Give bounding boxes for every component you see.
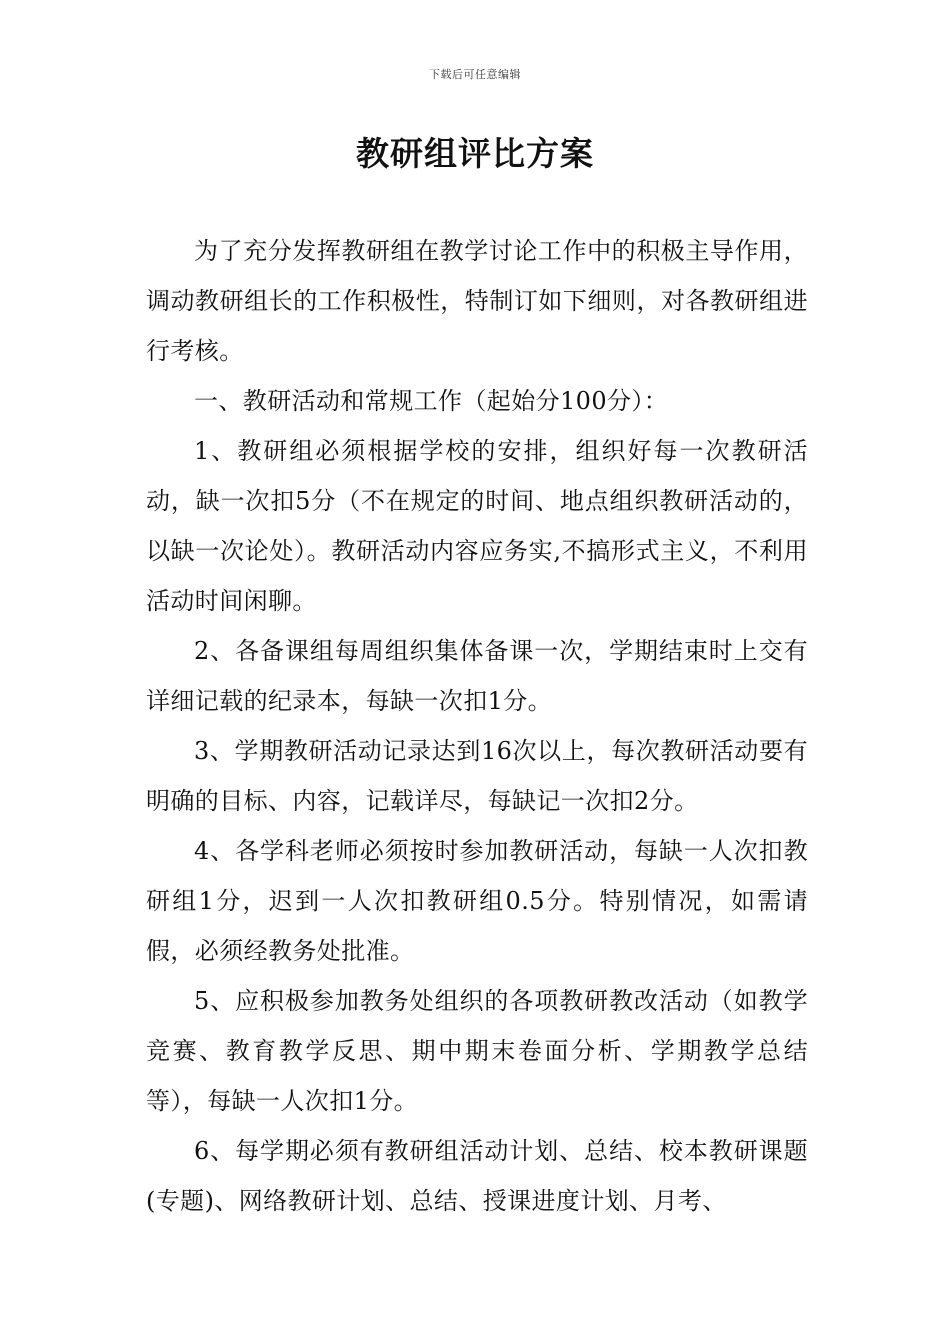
document-title: 教研组评比方案 xyxy=(356,134,594,173)
section-heading: 一、教研活动和常规工作（起始分100分）： xyxy=(194,387,669,415)
rule-item-6: 6、每学期必须有教研组活动计划、总结、校本教研课题(专题)、网络教研计划、总结、授课进度计划、月考、 xyxy=(146,1137,808,1215)
rule-item-5: 5、应积极参加教务处组织的各项教研教改活动（如教学竞赛、教育教学反思、期中期末卷面分析、学期教学总结等），每缺一人次扣1分。 xyxy=(146,987,808,1115)
document-body xyxy=(146,226,808,1226)
paragraph-intro: 为了充分发挥教研组在教学讨论工作中的积极主导作用，调动教研组长的工作积极性，特制订如下细则，对各教研组进行考核。 xyxy=(146,237,808,365)
header-note: 下载后可任意编辑 xyxy=(429,68,521,81)
rule-item-4: 4、各学科老师必须按时参加教研活动，每缺一人次扣教研组1分，迟到一人次扣教研组0.5分。特别情况，如需请假，必须经教务处批准。 xyxy=(146,837,808,965)
rule-item-3: 3、学期教研活动记录达到16次以上，每次教研活动要有明确的目标、内容，记载详尽，每缺记一次扣2分。 xyxy=(146,737,808,815)
rule-item-2: 2、各备课组每周组织集体备课一次，学期结束时上交有详细记载的纪录本，每缺一次扣1分。 xyxy=(146,637,808,715)
rule-item-1: 1、教研组必须根据学校的安排，组织好每一次教研活动，缺一次扣5分（不在规定的时间、地点组织教研活动的，以缺一次论处）。教研活动内容应务实,不搞形式主义，不利用活动时间闲聊。 xyxy=(146,437,808,615)
